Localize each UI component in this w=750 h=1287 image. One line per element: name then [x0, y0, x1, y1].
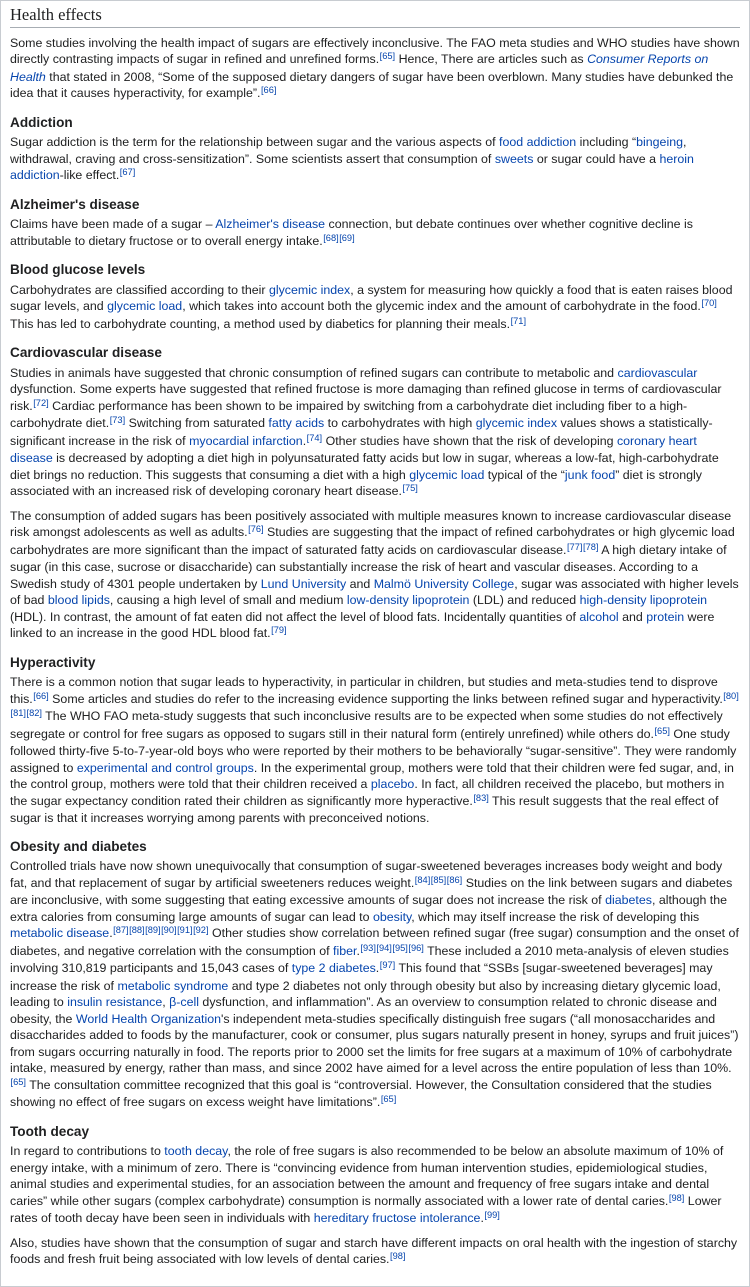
citation-ref[interactable]: [90]	[161, 925, 177, 936]
citation-ref[interactable]: [66]	[33, 690, 49, 701]
article-body	[10, 7, 740, 1269]
citation-ref[interactable]: [87]	[113, 925, 129, 936]
wiki-link[interactable]: glycemic load	[409, 467, 485, 482]
text-run: , sugar was associated with higher levels of bad	[10, 576, 739, 607]
citation-ref[interactable]: [75]	[402, 483, 418, 494]
citation-ref[interactable]: [98]	[390, 1251, 406, 1262]
text-run: Other studies show correlation between refined sugar (free sugar) consumption and the onset of diabetes, and negative correlation with the consumption of	[10, 926, 739, 958]
citation-ref[interactable]: [76]	[248, 524, 264, 535]
text-run: A high dietary intake of sugar (in this case, sucrose or disaccharide) can substantially increase the risk of heart and vascular diseases. According to a Swedish study of 4301 people undertaken by	[10, 542, 727, 591]
wiki-link[interactable]: food addiction	[499, 135, 577, 149]
wiki-link[interactable]: hereditary fructose intolerance	[313, 1211, 481, 1225]
wiki-link[interactable]: sweets	[494, 151, 534, 166]
wiki-link[interactable]: obesity	[372, 909, 412, 924]
wiki-link[interactable]: protein	[646, 609, 685, 624]
text-run: were linked to an increase in the good HDL blood fat.	[10, 609, 715, 640]
citation-ref[interactable]: [66]	[260, 85, 277, 96]
wiki-link[interactable]: tooth decay	[164, 1144, 228, 1158]
text-run: .	[375, 961, 380, 975]
section-heading-alzheimers-disease: Alzheimer's disease	[10, 196, 140, 212]
wiki-link[interactable]: bingeing	[636, 135, 683, 149]
text-run: (LDL) and reduced	[469, 593, 580, 607]
citation-ref[interactable]: [99]	[484, 1210, 500, 1221]
paragraph	[10, 35, 740, 103]
text-run: , which takes into account both the glycemic index and the amount of carbohydrate in the food.	[182, 299, 701, 313]
wiki-link[interactable]: experimental and control groups	[76, 760, 254, 775]
citation-ref[interactable]: [77]	[567, 541, 583, 552]
wiki-link[interactable]: low-density lipoprotein	[346, 593, 470, 607]
text-run: . In the experimental group, mothers were told that their children were fed sugar, and, in the control group, mothers were told that their children received a	[10, 760, 734, 791]
citation-ref[interactable]: [78]	[582, 541, 599, 552]
text-run: Studies in animals have suggested that chronic consumption of refined sugars can contribute to metabolic and	[10, 365, 618, 380]
text-run: connection, but debate continues over whether cognitive decline is attributable to dietary fructose or to overall energy intake.	[10, 217, 693, 248]
wiki-link[interactable]: junk food	[564, 467, 616, 482]
text-run: The consumption of added sugars has been positively associated with multiple measures known to increase cardiovascular disease risk amongst adolescents as well as adults.	[10, 508, 732, 539]
text-run: The WHO FAO meta-study suggests that such inconclusive results are to be expected when some studies do not effectively segregate or control for free sugars as opposed to sugars still in their natural form (entirely unrefined) while others do.	[10, 709, 723, 741]
citation-ref[interactable]: [65]	[380, 1094, 397, 1105]
section-heading-obesity-and-diabetes: Obesity and diabetes	[10, 838, 147, 854]
citation-ref[interactable]: [79]	[271, 625, 287, 636]
text-run: , the role of free sugars is also recommended to be below an absolute maximum of 10% of energy intake, with a minimum of zero. There is “convincing evidence from human intervention studies, epidemiological studies, animal studies and experimental studies, for an association between the amount and frequency of free sugars intake and dental caries” while other sugars (complex carbohydrate) consumption is normally associated with a lower rate of dental caries.	[10, 1144, 724, 1208]
section-heading-addiction: Addiction	[10, 114, 73, 130]
text-run: and type 2 diabetes not only through obesity but also by increasing dietary glycemic load, leading to	[10, 978, 721, 1009]
text-run: , a system for measuring how quickly a food that is eaten raises blood sugar levels, and	[10, 282, 733, 313]
citation-ref[interactable]: [81]	[10, 708, 26, 719]
text-run: , which may itself increase the risk of developing this	[411, 909, 700, 924]
wiki-link[interactable]: Consumer Reports on Health	[10, 52, 709, 84]
citation-ref[interactable]: [86]	[446, 874, 463, 885]
citation-ref[interactable]: [84]	[414, 874, 431, 885]
paragraph	[10, 508, 740, 643]
text-run: ,	[162, 995, 170, 1009]
text-run: Claims have been made of a sugar –	[10, 217, 216, 231]
text-run: Hence, There are articles such as	[395, 52, 588, 66]
section-heading-hyperactivity: Hyperactivity	[10, 654, 96, 670]
wiki-link[interactable]: diabetes	[605, 893, 652, 907]
wiki-link[interactable]: metabolic syndrome	[117, 978, 229, 993]
text-run: Also, studies have shown that the consumption of sugar and starch have different impacts on oral health with the ingestion of starchy foods and fresh fruit being associated with low levels of dental caries.	[10, 1235, 738, 1266]
citation-ref[interactable]: [89]	[145, 925, 161, 936]
citation-ref[interactable]: [97]	[379, 960, 396, 971]
wiki-link[interactable]: β-cell	[169, 995, 199, 1009]
wiki-link[interactable]: cardiovascular	[617, 365, 698, 380]
citation-ref[interactable]: [98]	[668, 1192, 685, 1203]
citation-ref[interactable]: [83]	[473, 792, 489, 803]
text-run: The consultation committee recognized that this goal is “controversial. However, the Consultation considered that the studies showing no effect of free sugars on excess weight have limitations”.	[10, 1077, 712, 1109]
text-run: that stated in 2008, “Some of the supposed dietary dangers of sugar have been overblown. Many studies have debunked the idea that it causes hyperactivity, for example”.	[10, 69, 734, 100]
citation-ref[interactable]: [82]	[26, 708, 42, 719]
citation-ref[interactable]: [91]	[177, 925, 193, 936]
text-run: Some studies involving the health impact of sugars are effectively inconclusive. The FAO meta studies and WHO studies have shown directly contrasting impacts of sugar in refined and unrefined forms.	[10, 35, 740, 66]
wiki-link[interactable]: fiber	[333, 943, 357, 958]
text-run: to carbohydrates with high	[324, 416, 476, 430]
citation-ref[interactable]: [74]	[306, 432, 323, 443]
citation-ref[interactable]: [88]	[129, 925, 145, 936]
text-run: Carbohydrates are classified according to their	[10, 282, 269, 297]
citation-ref[interactable]: [92]	[193, 925, 209, 936]
wiki-link[interactable]: fatty acids	[268, 416, 325, 430]
text-run: Sugar addiction is the term for the relationship between sugar and the various aspects of	[10, 135, 500, 149]
citation-ref[interactable]: [65]	[10, 1076, 26, 1087]
text-run: values shows a statistically-significant increase in the risk of	[10, 416, 713, 448]
text-run: .	[480, 1211, 484, 1225]
text-run: .	[356, 943, 360, 958]
wiki-link[interactable]: coronary heart disease	[10, 433, 697, 465]
text-run: . In fact, all children received the placebo, but mothers in the sugar expectancy condition rated their children as significantly more hyperactive.	[10, 777, 725, 808]
citation-ref[interactable]: [67]	[119, 167, 136, 178]
text-run: 's independent meta-studies specifically distinguish free sugars (“all monosaccharides and disaccharides added to foods by the manufacturer, cook or consumer, plus sugars naturally present in honey, syrups and fruit juices”) from sugars occurring naturally in food. The reports prior to 2000 set the limits for free sugars at a maximum of 10% of carbohydrate intake, measured by energy, rather than mass, and since 2002 have aimed for a level across the entire population of less than 10%.	[10, 1011, 739, 1075]
text-run: , causing a high level of small and medium	[109, 593, 347, 607]
wiki-link[interactable]: Lund University	[260, 576, 347, 591]
wiki-link[interactable]: glycemic index	[475, 416, 558, 430]
wiki-link[interactable]: World Health Organization	[75, 1011, 221, 1026]
text-run: Studies are suggesting that the impact of refined carbohydrates or high glycemic load carbohydrates are more significant than the impact of saturated fatty acids on cardiovascular disease.	[10, 525, 735, 557]
text-run: dysfunction, and inflammation”. As an overview to consumption related to chronic disease and obesity, the	[10, 995, 717, 1026]
text-run: and	[346, 576, 374, 591]
text-run: dysfunction. Some experts have suggested that refined fructose is more damaging than refined glucose in terms of cardiovascular risk.	[10, 382, 722, 413]
section-heading-tooth-decay: Tooth decay	[10, 1123, 90, 1139]
wiki-link[interactable]: heroin addiction	[10, 151, 694, 182]
citation-ref[interactable]: [70]	[701, 298, 717, 309]
paragraph	[10, 134, 740, 185]
text-run: or sugar could have a	[533, 151, 660, 166]
wiki-link[interactable]: myocardial infarction	[189, 433, 303, 448]
wiki-link[interactable]: Malmö University College	[373, 576, 515, 591]
text-run: In regard to contributions to	[10, 1144, 165, 1158]
section-heading-health-effects: Health effects	[10, 7, 740, 28]
text-run: -like effect.	[59, 168, 120, 182]
text-run: Cardiac performance has been shown to be impaired by switching from a carbohydrate diet including fiber to a high-carbohydrate diet.	[10, 398, 688, 430]
text-run: is decreased by adopting a diet high in polyunsaturated fatty acids but low in sugar, whereas a low-fat, high-carbohydrate diet brings no reduction. This suggests that consuming a diet with a high	[10, 451, 719, 482]
wiki-link[interactable]: blood lipids	[47, 593, 110, 607]
text-run: .	[302, 433, 307, 448]
citation-ref[interactable]: [65]	[379, 51, 396, 62]
paragraph	[10, 858, 740, 1112]
text-run: Switching from saturated	[125, 416, 269, 430]
citation-ref[interactable]: [85]	[430, 874, 447, 885]
text-run: .	[109, 926, 113, 940]
text-run: This found that “SSBs [sugar-sweetened beverages] may increase the risk of	[10, 961, 713, 993]
text-run: Some articles and studies do refer to the increasing evidence supporting the links between refined sugar and hyperactivity.	[48, 691, 723, 706]
wiki-link[interactable]: metabolic disease	[10, 926, 110, 940]
text-run: (HDL). In contrast, the amount of fat eaten did not affect the level of blood fats. Incidentally quantities of	[10, 609, 580, 624]
citation-ref[interactable]: [93]	[360, 942, 376, 953]
section-heading-cardiovascular-disease: Cardiovascular disease	[10, 345, 162, 360]
paragraph	[10, 1143, 740, 1228]
text-run: There is a common notion that sugar leads to hyperactivity, in particular in children, but studies and meta-studies tend to disprove this.	[10, 675, 718, 706]
wiki-link[interactable]: glycemic load	[107, 299, 183, 313]
wiki-link[interactable]: placebo	[370, 777, 415, 791]
citation-ref[interactable]: [95]	[392, 942, 408, 953]
text-run: Lower rates of tooth decay have been seen in individuals with	[10, 1193, 722, 1225]
citation-ref[interactable]: [72]	[33, 397, 49, 408]
text-run: , withdrawal, craving and cross-sensitization”. Some scientists assert that consumption of	[10, 135, 687, 166]
citation-ref[interactable]: [69]	[339, 232, 355, 243]
citation-ref[interactable]: [96]	[408, 942, 424, 953]
citation-ref[interactable]: [94]	[376, 942, 392, 953]
text-run: One study followed thirty-five 5-to-7-year-old boys who were reported by their mothers to be behaviorally “sugar-sensitive”. They were randomly assigned to	[10, 726, 737, 775]
paragraph	[10, 216, 740, 250]
citation-ref[interactable]: [65]	[654, 725, 670, 736]
citation-ref[interactable]: [68]	[323, 232, 339, 243]
paragraph	[10, 365, 740, 501]
paragraph	[10, 1235, 740, 1269]
section-heading-blood-glucose-levels: Blood glucose levels	[10, 262, 146, 277]
text-run: Other studies have shown that the risk of developing	[322, 433, 617, 448]
text-run: These included a 2010 meta-analysis of eleven studies involving 310,819 participants and 15,043 cases of	[10, 943, 729, 975]
wiki-link[interactable]: glycemic index	[268, 282, 351, 297]
citation-ref[interactable]: [71]	[510, 315, 527, 326]
text-run: including “	[576, 135, 637, 149]
paragraph	[10, 282, 740, 334]
paragraph	[10, 674, 740, 827]
text-run: and	[618, 609, 647, 624]
text-run: Studies on the link between sugars and diabetes are inconclusive, with some suggesting that eating excessive amounts of sugar does not increase the risk of	[10, 875, 733, 907]
wiki-link[interactable]: Alzheimer's disease	[215, 217, 326, 231]
text-run: Controlled trials have now shown unequivocally that consumption of sugar-sweetened beverages increases body weight and body fat, and that replacement of sugar by artificial sweeteners reduces weight.	[10, 859, 723, 890]
wiki-link[interactable]: type 2 diabetes	[291, 961, 376, 975]
text-run: This has led to carbohydrate counting, a method used by diabetics for planning their meals.	[10, 316, 511, 331]
wiki-link[interactable]: high-density lipoprotein	[579, 593, 708, 607]
text-run: This result suggests that the real effect of sugar is that it increases worrying among parents with preconceived notions.	[10, 793, 719, 825]
citation-ref[interactable]: [80]	[723, 690, 739, 701]
wiki-link[interactable]: insulin resistance	[67, 995, 163, 1009]
text-run: ” diet is strongly associated with an increased risk of developing coronary heart disease.	[10, 467, 702, 498]
text-run: typical of the “	[484, 467, 565, 482]
citation-ref[interactable]: [73]	[109, 415, 126, 426]
text-run: , although the extra calories from consuming large amounts of sugar can lead to	[10, 893, 728, 924]
wiki-link[interactable]: alcohol	[579, 609, 619, 624]
